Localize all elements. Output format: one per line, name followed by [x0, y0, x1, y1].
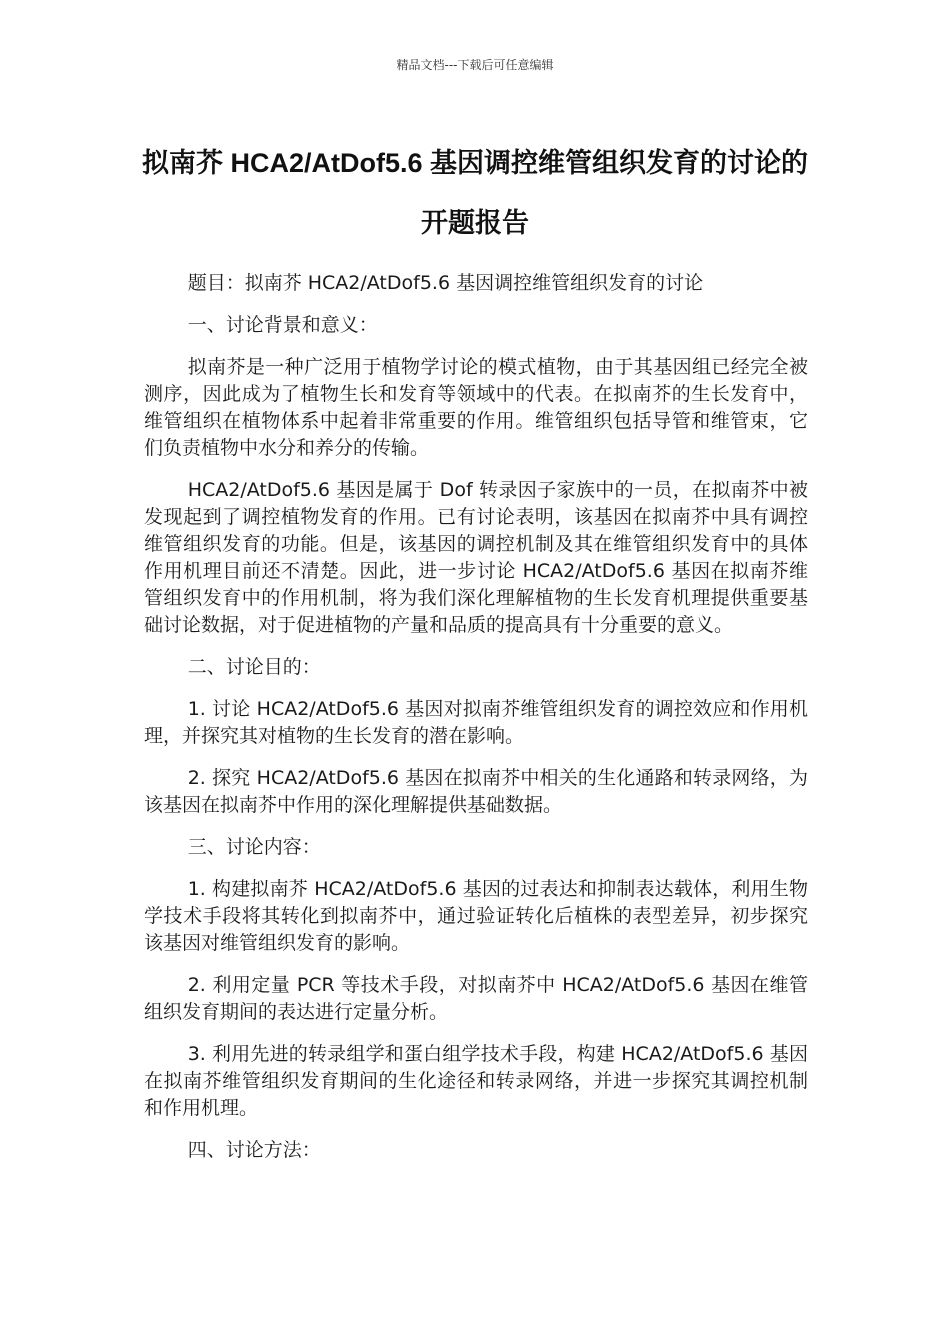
purpose-item-2: 2. 探究 HCA2/AtDof5.6 基因在拟南芥中相关的生化通路和转录网络，为该基因在拟南芥中作用的深化理解提供基础数据。 [144, 767, 808, 816]
paragraph-background-2: HCA2/AtDof5.6 基因是属于 Dof 转录因子家族中的一员，在拟南芥中被发现起到了调控植物发育的作用。已有讨论表明，该基因在拟南芥中具有调控维管组织发育的功能。但是，该基因的调控机制及其在维管组织发育中的具体作用机理目前还不清楚。因此，进一步讨论 HCA2/AtDof5.6 基因在拟南芥维管组织发育中的作用机制，将为我们深化理解植物的生长发育机理提供重要基础讨论数据，对于促进植物的产量和品质的提高具有十分重要的意义。 [144, 479, 808, 636]
content-item-3: 3. 利用先进的转录组学和蛋白组学技术手段，构建 HCA2/AtDof5.6 基因在拟南芥维管组织发育期间的生化途径和转录网络，并进一步探究其调控机制和作用机理。 [144, 1043, 808, 1119]
section-heading-content: 三、讨论内容： [187, 836, 321, 858]
section-heading-methods: 四、讨论方法： [187, 1139, 321, 1161]
document-body [144, 270, 808, 1179]
section-heading-background: 一、讨论背景和意义： [187, 314, 378, 336]
topic-line: 题目：拟南芥 HCA2/AtDof5.6 基因调控维管组织发育的讨论 [187, 272, 704, 294]
document-title: 拟南芥 HCA2/AtDof5.6 基因调控维管组织发育的讨论的开题报告 [141, 148, 809, 238]
header-note: 精品文档---下载后可任意编辑 [396, 58, 554, 72]
section-heading-purpose: 二、讨论目的： [187, 656, 321, 678]
content-item-2: 2. 利用定量 PCR 等技术手段，对拟南芥中 HCA2/AtDof5.6 基因在维管组织发育期间的表达进行定量分析。 [144, 974, 808, 1023]
paragraph-background-1: 拟南芥是一种广泛用于植物学讨论的模式植物，由于其基因组已经完全被测序，因此成为了植物生长和发育等领域中的代表。在拟南芥的生长发育中，维管组织在植物体系中起着非常重要的作用。维管组织包括导管和维管束，它们负责植物中水分和养分的传输。 [144, 356, 808, 459]
purpose-item-1: 1. 讨论 HCA2/AtDof5.6 基因对拟南芥维管组织发育的调控效应和作用机理，并探究其对植物的生长发育的潜在影响。 [144, 698, 808, 747]
content-item-1: 1. 构建拟南芥 HCA2/AtDof5.6 基因的过表达和抑制表达载体，利用生物学技术手段将其转化到拟南芥中，通过验证转化后植株的表型差异，初步探究该基因对维管组织发育的影响。 [144, 878, 808, 954]
